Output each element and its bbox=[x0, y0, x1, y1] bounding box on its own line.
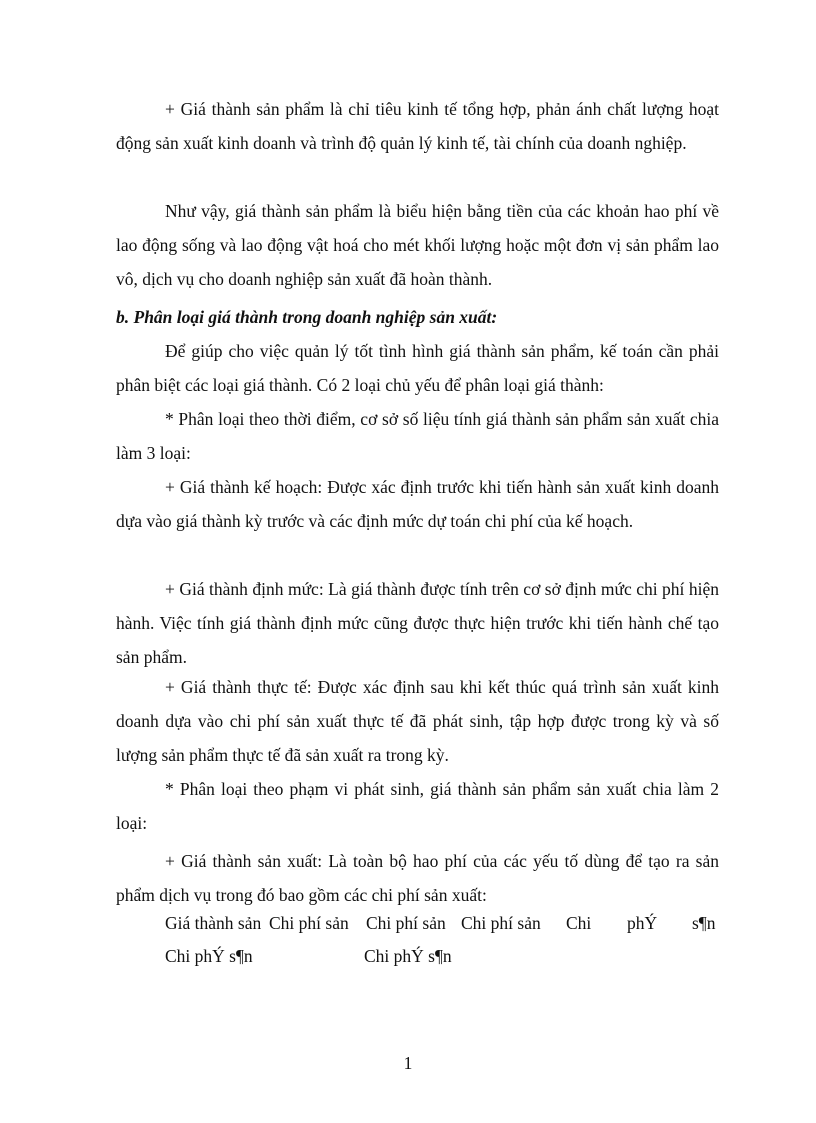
page-number: 1 bbox=[403, 1053, 413, 1073]
formula-term: s¶n bbox=[692, 913, 716, 933]
paragraph-planned-price: + Giá thành kế hoạch: Được xác định trước khi tiến hành sản xuất kinh doanh dựa vào giá thành kỳ trước và các định mức dự toán chi phí của kế hoạch. bbox=[116, 477, 719, 531]
paragraph-price-indicator: + Giá thành sản phẩm là chỉ tiêu kinh tế tổng hợp, phản ánh chất lượng hoạt động sản xuất kinh doanh và trình độ quản lý kinh tế, tài chính của doanh nghiệp. bbox=[116, 99, 719, 153]
formula-term: Chi phí sản bbox=[269, 913, 349, 933]
formula-term: Chi phí sản bbox=[461, 913, 541, 933]
paragraph-summary: Như vậy, giá thành sản phẩm là biểu hiện bằng tiền của các khoản hao phí về lao động sống và lao động vật hoá cho mét khối lượng hoặc một đơn vị sản phẩm lao vô, dịch vụ cho doanh nghiệp sản xuất đã hoàn thành. bbox=[116, 201, 719, 289]
section-heading: b. Phân loại giá thành trong doanh nghiệp sản xuất: bbox=[116, 307, 498, 327]
formula-term: Chi phÝ s¶n bbox=[165, 946, 253, 966]
paragraph-actual-price: + Giá thành thực tế: Được xác định sau khi kết thúc quá trình sản xuất kinh doanh dựa vào chi phí sản xuất thực tế đã phát sinh, tập hợp được trong kỳ và số lượng sản phẩm thực tế đã sản xuất ra trong kỳ. bbox=[116, 677, 719, 765]
formula-term: Giá thành sản bbox=[165, 913, 262, 933]
paragraph-intro: Để giúp cho việc quản lý tốt tình hình giá thành sản phẩm, kế toán cần phải phân biệt các loại giá thành. Có 2 loại chủ yếu để phân loại giá thành: bbox=[116, 341, 719, 395]
paragraph-classification-scope: * Phân loại theo phạm vi phát sinh, giá thành sản phẩm sản xuất chia làm 2 loại: bbox=[116, 779, 719, 833]
paragraph-classification-time: * Phân loại theo thời điểm, cơ sở số liệu tính giá thành sản phẩm sản xuất chia làm 3 loại: bbox=[116, 409, 719, 463]
formula-term: phÝ bbox=[627, 913, 658, 933]
paragraph-production-price: + Giá thành sản xuất: Là toàn bộ hao phí của các yếu tố dùng để tạo ra sản phẩm dịch vụ trong đó bao gồm các chi phí sản xuất: bbox=[116, 851, 719, 905]
formula-term: Chi bbox=[566, 913, 592, 933]
paragraph-norm-price: + Giá thành định mức: Là giá thành được tính trên cơ sở định mức chi phí hiện hành. Việc tính giá thành định mức cũng được thực hiện trước khi tiến hành chế tạo sản phẩm. bbox=[116, 579, 719, 667]
formula-term: Chi phí sản bbox=[366, 913, 446, 933]
formula-term: Chi phÝ s¶n bbox=[364, 946, 452, 966]
